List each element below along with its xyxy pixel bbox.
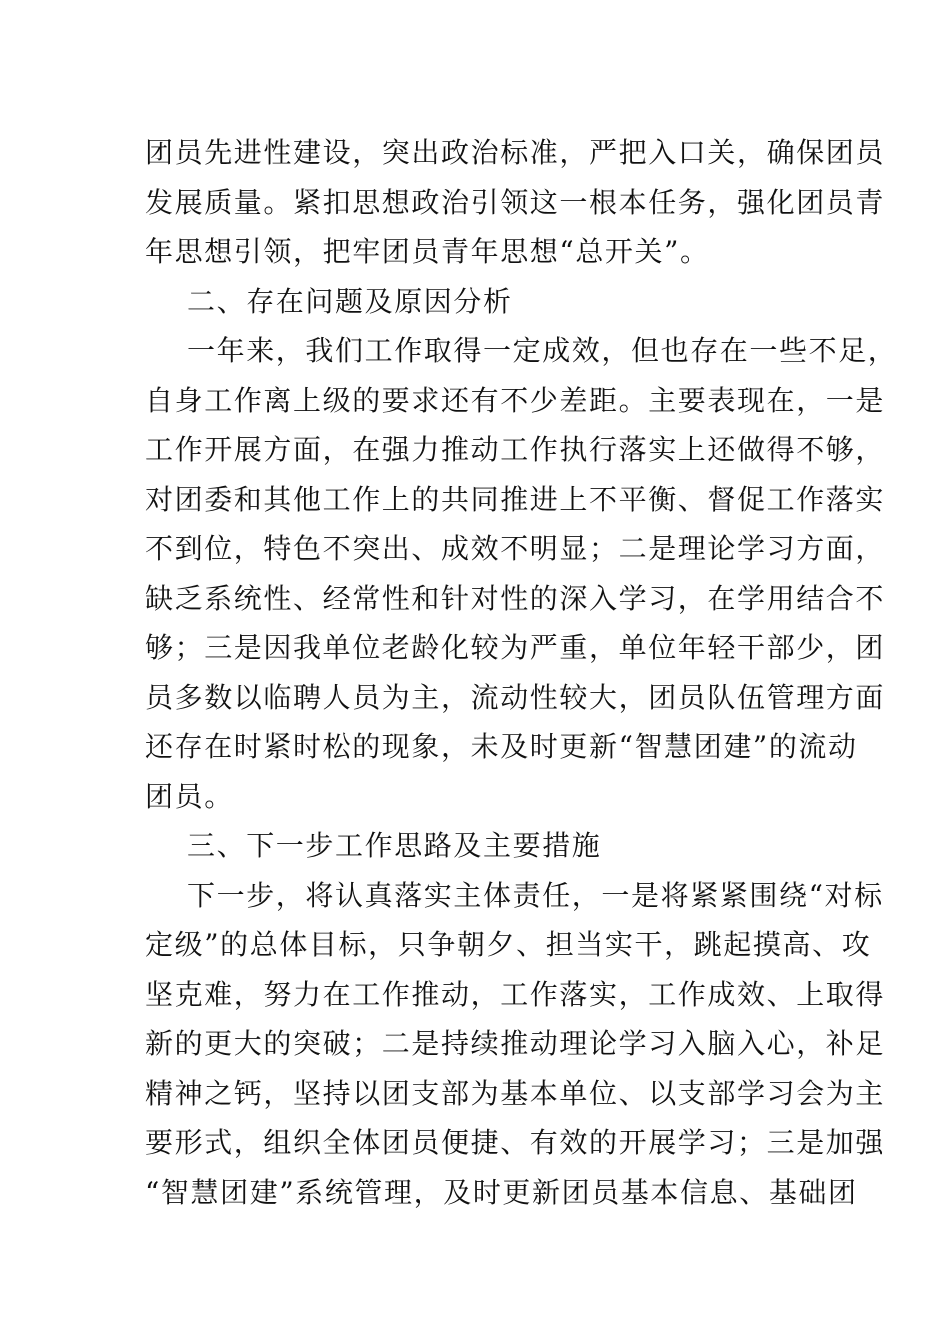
text-line: 年思想引领，把牢团员青年思想“总开关”。 — [145, 235, 710, 268]
text-line: 下一步，将认真落实主体责任，一是将紧紧围绕“对标 — [187, 878, 884, 912]
text-line: 发展质量。紧扣思想政治引领这一根本任务，强化团员青 — [145, 185, 886, 219]
text-line: 自身工作离上级的要求还有不少差距。主要表现在，一是 — [145, 383, 886, 417]
text-line: 还存在时紧时松的现象，未及时更新“智慧团建”的流动 — [145, 730, 858, 763]
text-line: “智慧团建”系统管理，及时更新团员基本信息、基础团 — [145, 1175, 858, 1209]
document-body — [145, 128, 898, 1217]
text-line: 定级”的总体目标，只争朝夕、担当实干，跳起摸高、攻 — [145, 928, 872, 961]
text-line: 团员先进性建设，突出政治标准，严把入口关，确保团员 — [145, 136, 886, 169]
paragraph-problems — [145, 326, 898, 821]
section-heading-next-steps: 三、下一步工作思路及主要措施 — [187, 829, 602, 862]
text-line: 一年来，我们工作取得一定成效，但也存在一些不足， — [187, 334, 898, 367]
text-line: 坚克难，努力在工作推动，工作落实，工作成效、上取得 — [145, 977, 886, 1011]
text-line: 新的更大的突破；二是持续推动理论学习入脑入心，补足 — [145, 1027, 886, 1060]
text-line: 精神之钙，坚持以团支部为基本单位、以支部学习会为主 — [145, 1076, 886, 1110]
text-line: 够；三是因我单位老龄化较为严重，单位年轻干部少，团 — [145, 631, 886, 664]
paragraph-next-steps — [145, 871, 886, 1218]
paragraph-continued — [145, 128, 886, 277]
text-line: 不到位，特色不突出、成效不明显；二是理论学习方面， — [145, 532, 886, 565]
text-line: 团员。 — [145, 779, 234, 813]
text-line: 对团委和其他工作上的共同推进上不平衡、督促工作落实 — [145, 482, 886, 516]
text-line: 缺乏系统性、经常性和针对性的深入学习，在学用结合不 — [145, 581, 886, 615]
text-line: 工作开展方面，在强力推动工作执行落实上还做得不够， — [145, 433, 886, 466]
text-line: 要形式，组织全体团员便捷、有效的开展学习；三是加强 — [145, 1126, 886, 1159]
section-heading-problems: 二、存在问题及原因分析 — [187, 284, 513, 318]
text-line: 员多数以临聘人员为主，流动性较大，团员队伍管理方面 — [145, 680, 886, 714]
